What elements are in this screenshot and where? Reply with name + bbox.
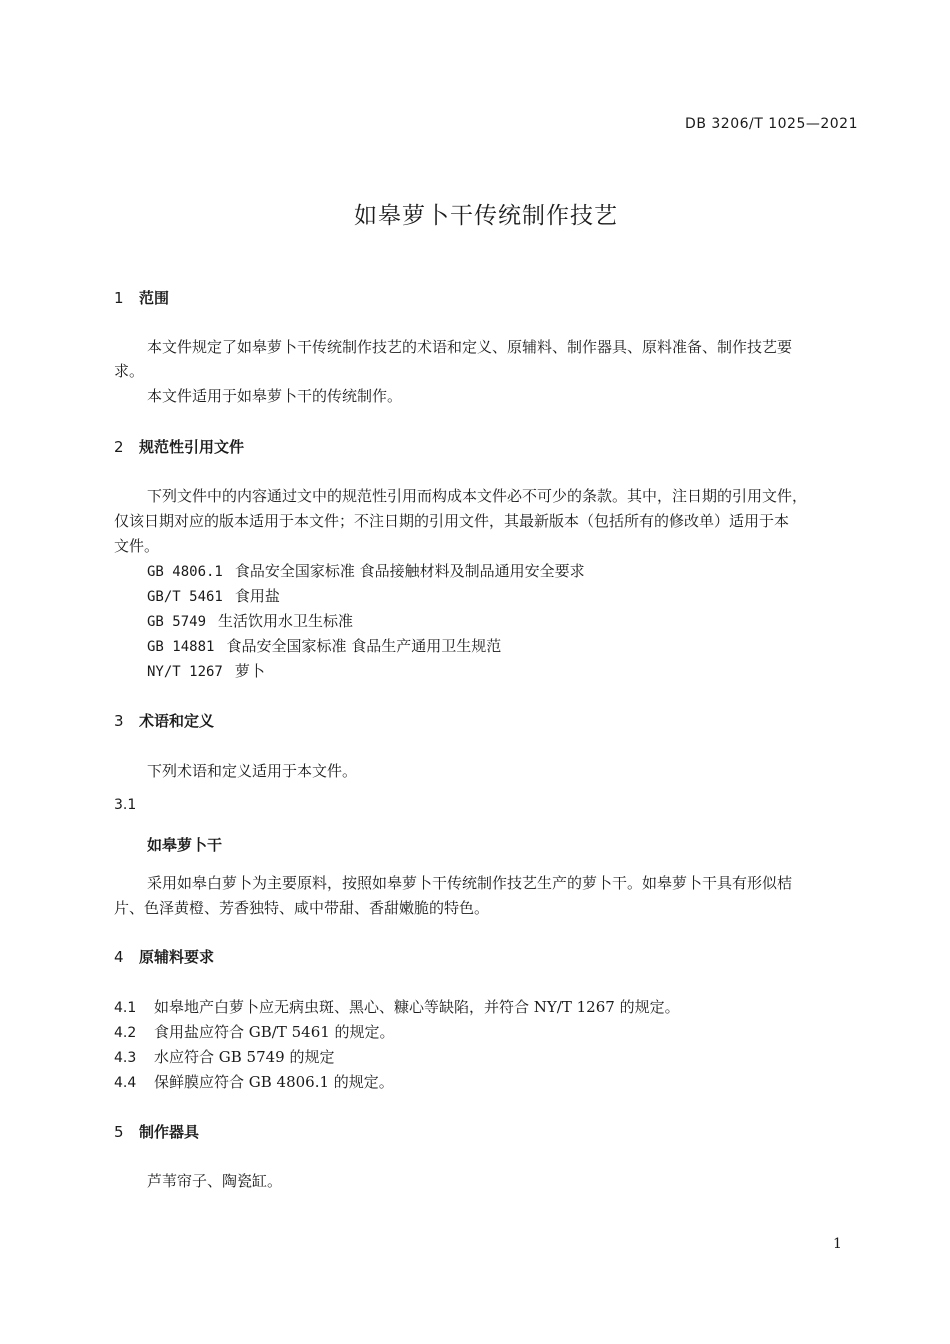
requirement-text: 如皋地产白萝卜应无病虫斑、黑心、糠心等缺陷，并符合 NY/T 1267 的规定。 <box>154 998 680 1016</box>
requirement-item <box>114 1071 394 1092</box>
reference-code: GB 14881 <box>147 639 215 655</box>
section-number: 4 <box>114 948 124 966</box>
definition-line: 片、色泽黄橙、芳香独特、咸中带甜、香甜嫩脆的特色。 <box>114 899 490 917</box>
reference-item <box>147 585 280 606</box>
requirement-item <box>114 1021 395 1042</box>
requirement-text: 保鲜膜应符合 GB 4806.1 的规定。 <box>154 1073 394 1091</box>
section-heading-3 <box>114 710 214 731</box>
paragraph: 本文件适用于如皋萝卜干的传统制作。 <box>147 387 403 405</box>
document-title: 如皋萝卜干传统制作技艺 <box>354 203 618 229</box>
definition-line: 采用如皋白萝卜为主要原料，按照如皋萝卜干传统制作技艺生产的萝卜干。如皋萝卜干具有形似桔 <box>147 874 793 892</box>
section-title: 范围 <box>139 289 170 307</box>
requirement-item <box>114 996 680 1017</box>
page-number: 1 <box>833 1236 842 1252</box>
section-title: 术语和定义 <box>139 712 215 730</box>
requirement-number: 4.3 <box>114 1050 137 1066</box>
reference-code: NY/T 1267 <box>147 664 223 680</box>
requirement-text: 食用盐应符合 GB/T 5461 的规定。 <box>154 1023 395 1041</box>
reference-name: 生活饮用水卫生标准 <box>218 612 354 630</box>
paragraph: 芦苇帘子、陶瓷缸。 <box>147 1172 283 1190</box>
paragraph-line: 求。 <box>114 362 145 380</box>
paragraph-line: 本文件规定了如皋萝卜干传统制作技艺的术语和定义、原辅料、制作器具、原料准备、制作技艺要 <box>147 338 793 356</box>
section-number: 3 <box>114 712 124 730</box>
section-number: 2 <box>114 438 124 456</box>
section-heading-2 <box>114 436 244 457</box>
section-number: 1 <box>114 289 124 307</box>
reference-item <box>147 560 585 581</box>
section-heading-4 <box>114 946 214 967</box>
reference-name: 食品安全国家标准 食品接触材料及制品通用安全要求 <box>234 562 585 580</box>
requirement-number: 4.4 <box>114 1075 137 1091</box>
requirement-item <box>114 1046 334 1067</box>
section-title: 规范性引用文件 <box>139 438 245 456</box>
requirement-text: 水应符合 GB 5749 的规定 <box>154 1048 335 1066</box>
reference-name: 食品安全国家标准 食品生产通用卫生规范 <box>226 637 502 655</box>
term-name: 如皋萝卜干 <box>147 836 223 854</box>
reference-code: GB 5749 <box>147 614 207 630</box>
paragraph: 下列术语和定义适用于本文件。 <box>147 762 358 780</box>
reference-name: 萝卜 <box>234 662 265 680</box>
reference-name: 食用盐 <box>234 587 280 605</box>
reference-item <box>147 660 265 681</box>
section-title: 原辅料要求 <box>139 948 215 966</box>
requirement-number: 4.2 <box>114 1025 137 1041</box>
reference-item <box>147 635 501 656</box>
section-title: 制作器具 <box>139 1123 200 1141</box>
section-number: 5 <box>114 1123 124 1141</box>
paragraph-line: 下列文件中的内容通过文中的规范性引用而构成本文件必不可少的条款。其中，注日期的引用文件， <box>147 487 808 505</box>
reference-code: GB 4806.1 <box>147 564 223 580</box>
reference-code: GB/T 5461 <box>147 589 223 605</box>
reference-item <box>147 610 353 631</box>
section-heading-1 <box>114 287 169 308</box>
document-number: DB 3206/T 1025—2021 <box>685 116 858 132</box>
paragraph-line: 文件。 <box>114 537 160 555</box>
paragraph-line: 仅该日期对应的版本适用于本文件；不注日期的引用文件，其最新版本（包括所有的修改单）适用于本 <box>114 512 790 530</box>
subsection-number: 3.1 <box>114 797 137 813</box>
section-heading-5 <box>114 1121 199 1142</box>
requirement-number: 4.1 <box>114 1000 137 1016</box>
